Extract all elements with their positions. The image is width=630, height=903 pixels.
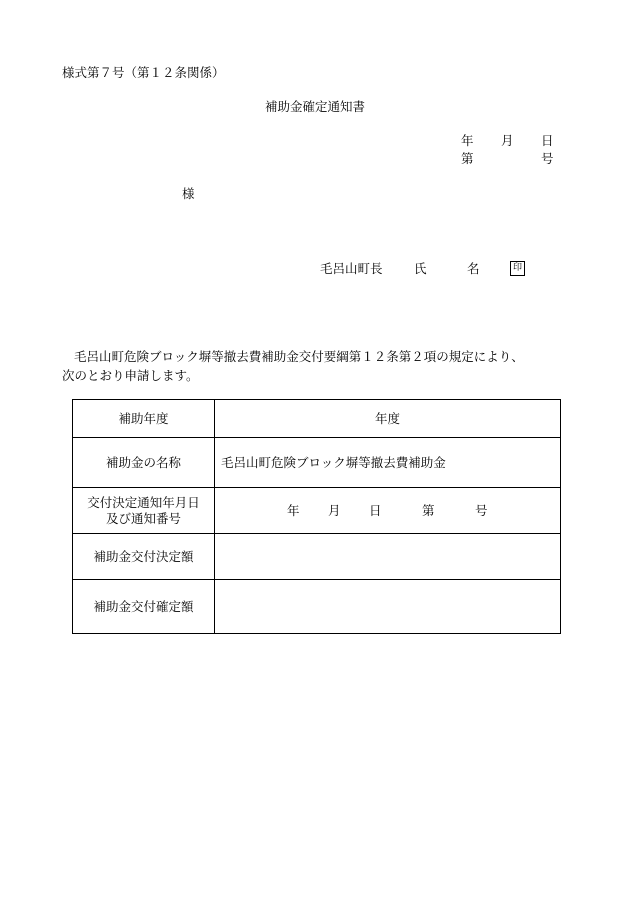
body-line-2: 次のとおり申請します。	[62, 368, 199, 383]
table-row	[73, 580, 561, 634]
body-line-1: 毛呂山町危険ブロック塀等撤去費補助金交付要綱第１２条第２項の規定により、	[74, 349, 524, 364]
decision-month-label: 月	[328, 502, 341, 518]
fiscal-year-value: 年度	[215, 400, 561, 438]
seal-mark: 印	[510, 261, 525, 276]
date-year-label: 年	[461, 133, 474, 148]
document-title: 補助金確定通知書	[264, 99, 365, 114]
decision-notice-label-line-1: 交付決定通知年月日	[87, 494, 200, 510]
fiscal-year-label: 補助年度	[73, 400, 215, 438]
addressee-honorific: 様	[182, 186, 195, 201]
sender-title: 毛呂山町長	[320, 261, 383, 276]
subsidy-name-label: 補助金の名称	[73, 438, 215, 488]
date-line	[461, 133, 553, 149]
table-row	[73, 534, 561, 580]
subsidy-name-value: 毛呂山町危険ブロック塀等撤去費補助金	[215, 438, 561, 488]
number-prefix: 第	[461, 151, 474, 166]
decision-number-prefix: 第	[422, 502, 435, 518]
decided-amount-value	[215, 534, 561, 580]
sender-line	[320, 261, 530, 279]
confirmed-amount-label: 補助金交付確定額	[73, 580, 215, 634]
body-text	[62, 347, 562, 385]
document-number-line	[461, 151, 553, 167]
info-table	[72, 399, 561, 634]
date-month-label: 月	[501, 133, 514, 148]
form-number: 様式第７号（第１２条関係）	[62, 65, 225, 80]
decision-notice-label	[73, 488, 215, 534]
date-day-label: 日	[541, 133, 554, 148]
decision-day-label: 日	[369, 502, 382, 518]
decision-number-suffix: 号	[475, 502, 488, 518]
decision-notice-value	[215, 488, 561, 534]
table-row	[73, 400, 561, 438]
decision-notice-label-line-2: 及び通知番号	[105, 510, 181, 526]
number-suffix: 号	[541, 151, 554, 166]
table-row	[73, 438, 561, 488]
sender-name-label-1: 氏	[414, 261, 427, 276]
table-row	[73, 488, 561, 534]
decided-amount-label: 補助金交付決定額	[73, 534, 215, 580]
decision-year-label: 年	[287, 502, 300, 518]
confirmed-amount-value	[215, 580, 561, 634]
sender-name-label-2: 名	[467, 261, 480, 276]
